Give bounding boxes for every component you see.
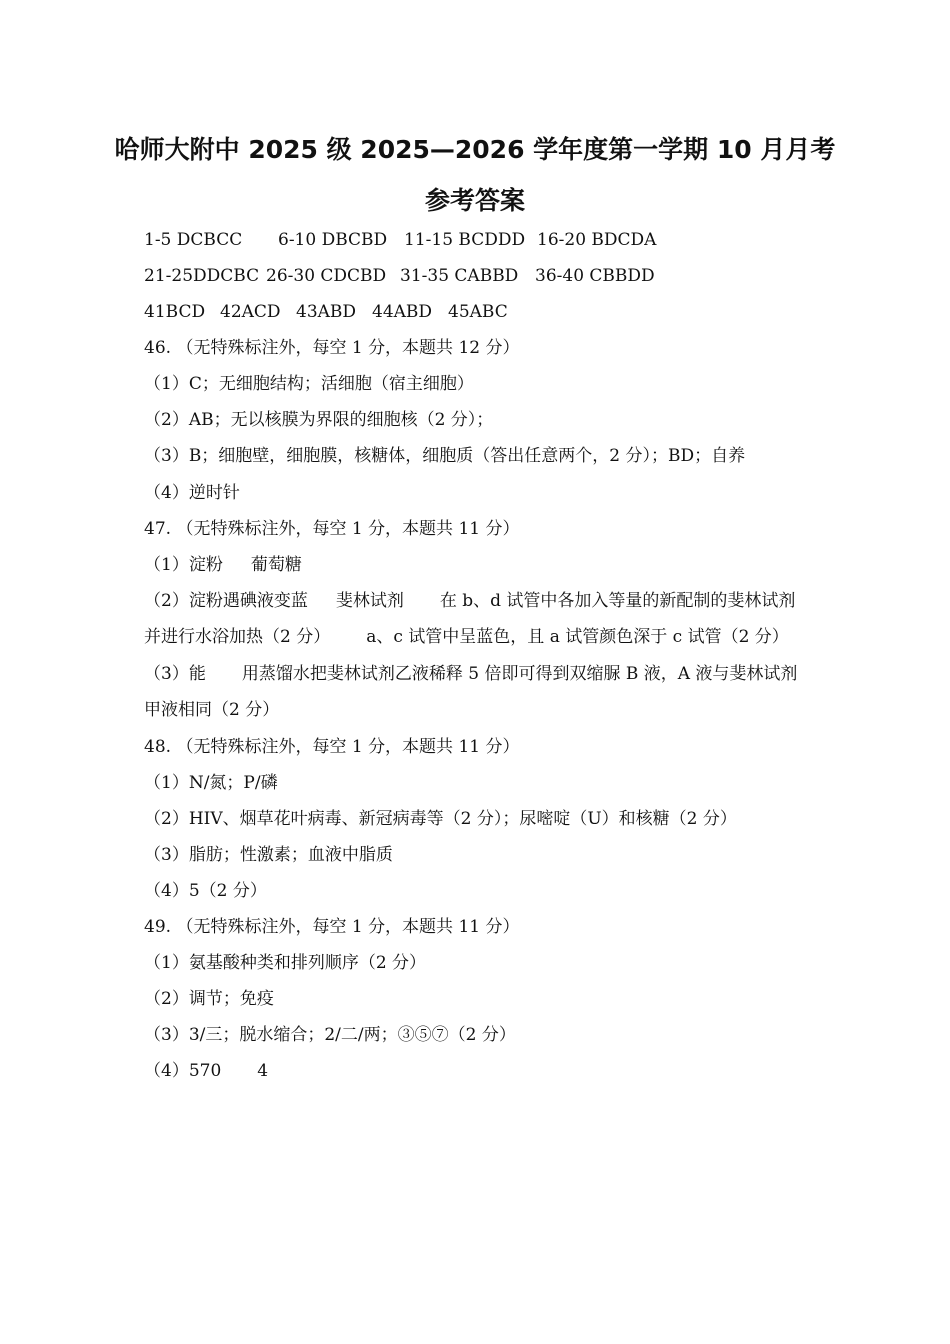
mc-answer-group: 43ABD: [296, 302, 357, 322]
q49-header: 49. （无特殊标注外，每空 1 分，本题共 11 分）: [144, 916, 520, 937]
q47-answer-1-b: 葡萄糖: [250, 554, 302, 575]
mc-answer-group: 21-25DDCBC: [144, 266, 260, 286]
mc-answer-group: 36-40 CBBDD: [535, 266, 655, 286]
q46-answer-1: （1）C；无细胞结构；活细胞（宿主细胞）: [144, 374, 474, 394]
document-title: 哈师大附中 2025 级 2025—2026 学年度第一学期 10 月月考: [114, 135, 836, 164]
q47-answer-2-b: 斐林试剂: [335, 590, 404, 611]
q48-header: 48. （无特殊标注外，每空 1 分，本题共 11 分）: [144, 736, 520, 757]
mc-answers-row-1: [144, 222, 808, 258]
q47-answer-3-b: 用蒸馏水把斐林试剂乙液稀释 5 倍即可得到双缩脲 B 液，A 液与斐林试剂甲液相同（2 分）: [144, 663, 798, 720]
mc-answer-group: 42ACD: [220, 302, 281, 322]
q47-answer-2-label: （2）淀粉遇碘液变蓝: [144, 590, 308, 611]
q46-answer-2: （2）AB；无以核膜为界限的细胞核（2 分）；: [144, 410, 494, 430]
q47-answer-1-label: （1）淀粉: [144, 554, 223, 575]
q48-answer-1: （1）N/氮；P/磷: [144, 772, 278, 793]
q49-answer-2: （2）调节；免疫: [144, 988, 274, 1009]
mc-answer-group: 44ABD: [372, 302, 433, 322]
mc-answer-group: 6-10 DBCBD: [278, 230, 388, 250]
q46-answer-4: （4）逆时针: [144, 482, 240, 503]
mc-answers-row-3: [144, 294, 808, 330]
q49-answer-4: [144, 1053, 808, 1089]
q47-answer-3-label: （3）能: [144, 663, 206, 684]
mc-answer-group: 45ABC: [448, 302, 508, 322]
mc-answer-group: 11-15 BCDDD: [404, 230, 526, 250]
q49-answer-1: （1）氨基酸种类和排列顺序（2 分）: [144, 952, 427, 973]
q49-answer-3: （3）3/三；脱水缩合；2/二/两；③⑤⑦（2 分）: [144, 1024, 516, 1045]
q48-answer-2: （2）HIV、烟草花叶病毒、新冠病毒等（2 分）；尿嘧啶（U）和核糖（2 分）: [144, 808, 737, 829]
answer-content: [144, 222, 808, 1089]
mc-answer-group: 1-5 DCBCC: [144, 230, 243, 250]
mc-answer-group: 16-20 BDCDA: [537, 230, 657, 250]
q46-answer-3: （3）B；细胞壁，细胞膜，核糖体，细胞质（答出任意两个，2 分）；BD；自养: [144, 446, 746, 466]
q47-answer-1: [144, 547, 808, 583]
q47-answer-3: [144, 656, 808, 729]
q47-answer-2: [144, 583, 808, 656]
q47-answer-2-c: 在 b、d 试管中各加入等量的新配制的斐林试剂并进行水浴加热（2 分）: [144, 590, 796, 647]
q46-header: 46. （无特殊标注外，每空 1 分，本题共 12 分）: [144, 338, 520, 358]
q47-header: 47. （无特殊标注外，每空 1 分，本题共 11 分）: [144, 518, 520, 539]
q47-answer-2-d: a、c 试管中呈蓝色，且 a 试管颜色深于 c 试管（2 分）: [366, 627, 789, 647]
mc-answer-group: 26-30 CDCBD: [266, 266, 387, 286]
mc-answer-group: 31-35 CABBD: [400, 266, 519, 286]
q48-answer-4: （4）5（2 分）: [144, 880, 267, 901]
mc-answer-group: 41BCD: [144, 302, 206, 322]
q48-answer-3: （3）脂肪；性激素；血液中脂质: [144, 844, 393, 865]
mc-answers-row-2: [144, 258, 808, 294]
q49-answer-4-b: 4: [257, 1060, 269, 1081]
document-subtitle: 参考答案: [424, 186, 525, 215]
q49-answer-4-label: （4）570: [144, 1060, 222, 1081]
